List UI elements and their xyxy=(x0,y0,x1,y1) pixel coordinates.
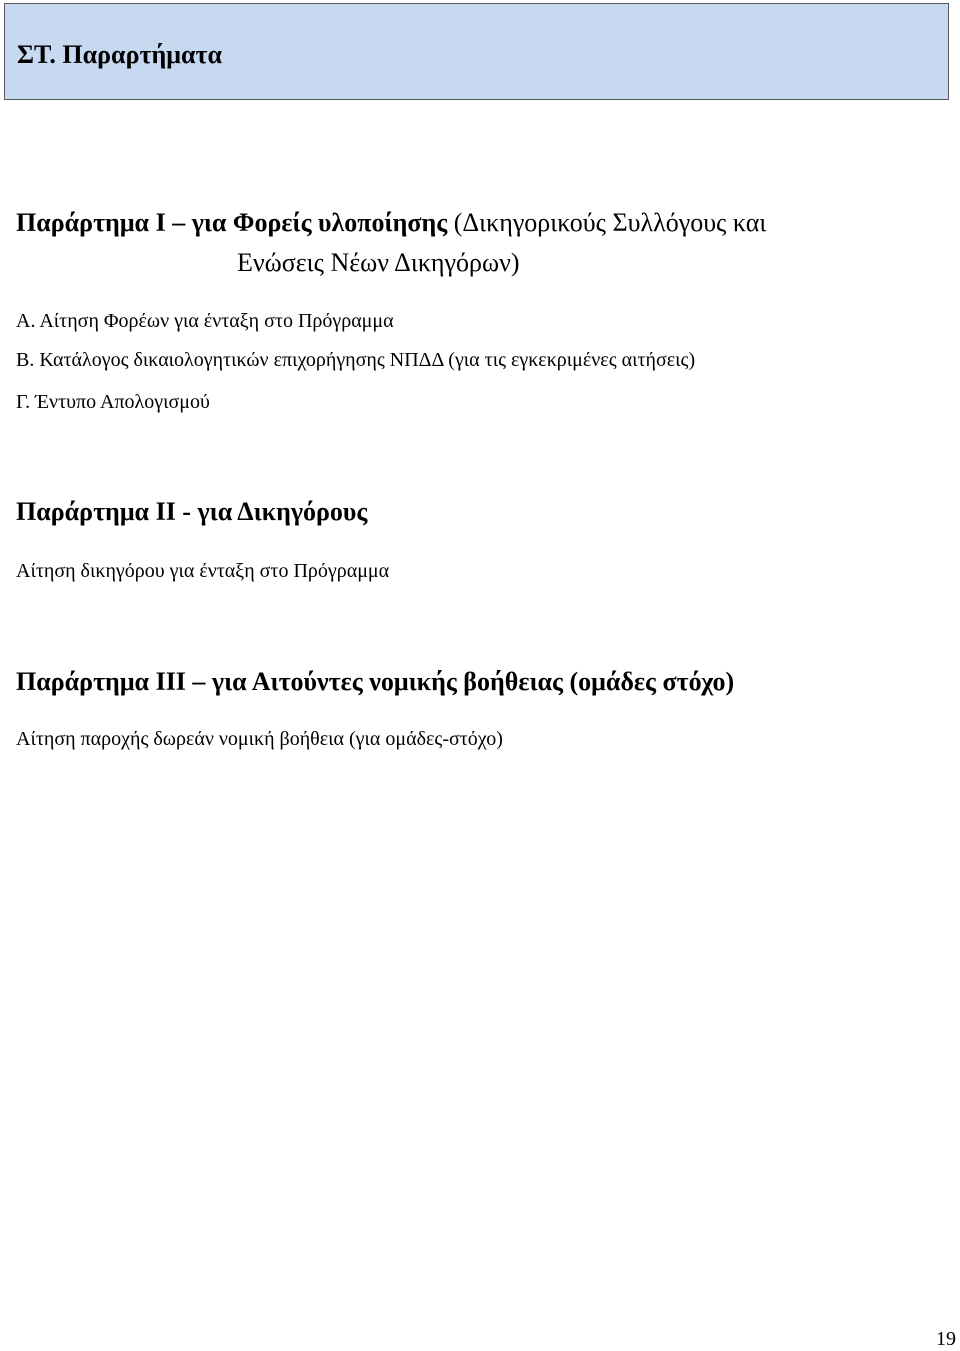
annex3-heading: Παράρτημα ΙΙΙ – για Αιτούντες νομικής βοήθειας (ομάδες στόχο) xyxy=(16,667,735,696)
annex1-item-c: Γ. Έντυπο Απολογισμού xyxy=(16,391,210,413)
section-header-box xyxy=(4,3,949,100)
annex1-heading-rest: (Δικηγορικούς Συλλόγους και xyxy=(447,208,767,237)
annex1-item-a: Α. Αίτηση Φορέων για ένταξη στο Πρόγραμμα xyxy=(16,310,394,332)
section-title: ΣΤ. Παραρτήματα xyxy=(17,40,222,69)
annex1-heading xyxy=(16,208,766,238)
annex3-description: Αίτηση παροχής δωρεάν νομική βοήθεια (για ομάδες-στόχο) xyxy=(16,728,503,750)
annex2-description: Αίτηση δικηγόρου για ένταξη στο Πρόγραμμα xyxy=(16,560,390,582)
page-number: 19 xyxy=(936,1328,956,1350)
annex1-item-b: Β. Κατάλογος δικαιολογητικών επιχορήγησης ΝΠΔΔ (για τις εγκεκριμένες αιτήσεις) xyxy=(16,349,696,371)
annex1-heading-bold: Παράρτημα Ι – για Φορείς υλοποίησης xyxy=(16,208,448,237)
annex1-heading-line2: Ενώσεις Νέων Δικηγόρων) xyxy=(237,248,520,277)
annex2-heading: Παράρτημα ΙΙ - για Δικηγόρους xyxy=(16,497,368,526)
